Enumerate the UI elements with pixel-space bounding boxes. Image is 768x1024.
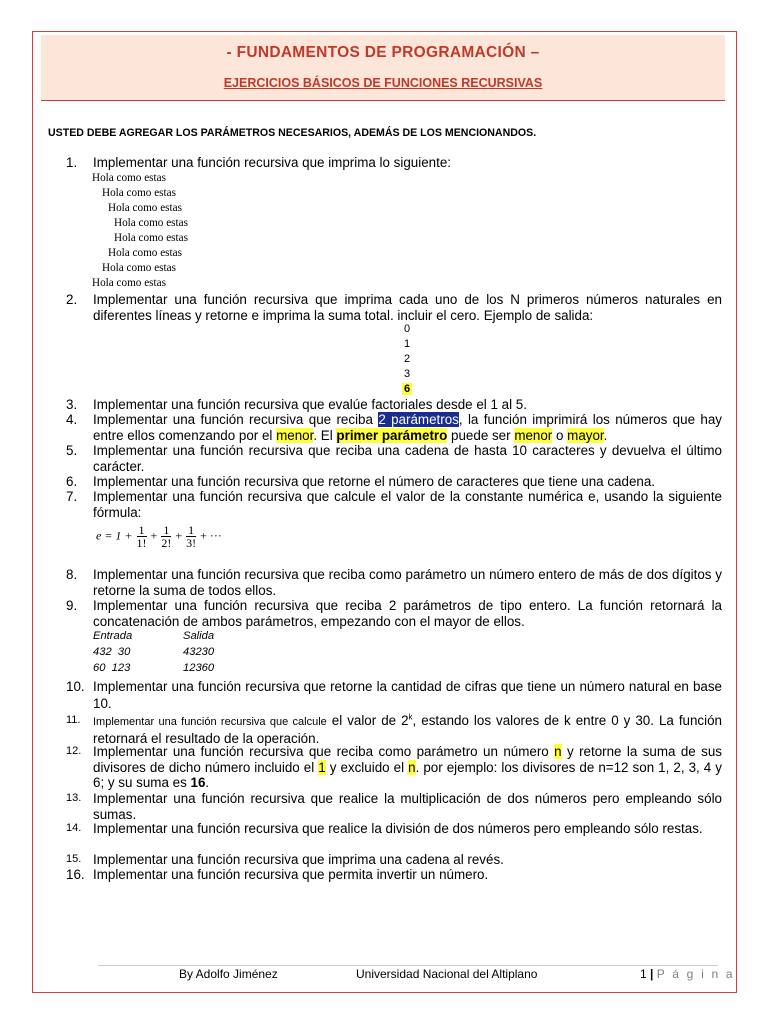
output-line: Hola como estas	[102, 262, 176, 274]
text-run: el valor de 2	[326, 713, 409, 728]
table-header-input: Entrada	[93, 630, 133, 642]
exercise-number: 9.	[66, 598, 78, 613]
exercise-1	[66, 155, 722, 171]
text-run: .	[603, 427, 608, 443]
exercise-number: 4.	[66, 412, 78, 427]
page-title: - FUNDAMENTOS DE PROGRAMACIÓN –	[226, 44, 540, 61]
exercise-14	[66, 821, 722, 837]
exercise-number: 15.	[66, 853, 82, 865]
table-header-output: Salida	[183, 630, 215, 642]
numerator: 1	[163, 523, 170, 537]
exercise-text: Implementar una función recursiva que realice la multiplicación de dos números pero empleando sólo sumas.	[93, 791, 722, 822]
text-run: . por ejemplo: los divisores de n=12 son 1, 2, 3, 4 y 6; y su suma es	[93, 759, 722, 790]
text-run: y retorne la suma de sus divisores de dicho número incluido el	[93, 744, 722, 775]
footer-author: By Adolfo Jiménez	[179, 967, 278, 981]
output-sum-digit: 6	[403, 383, 411, 395]
table-cell: 43230	[183, 646, 215, 658]
output-digit: 3	[403, 368, 411, 380]
page-number: 1	[640, 967, 647, 981]
text-run: y excluido el	[325, 759, 409, 775]
page-subtitle: EJERCICIOS BÁSICOS DE FUNCIONES RECURSIVAS	[223, 76, 543, 90]
exercise-text: Implementar una función recursiva que realice la división de dos números pero empleando sólo restas.	[93, 821, 703, 836]
text-run: Implementar una función recursiva que reciba	[93, 412, 379, 427]
exercise-text: Implementar una función recursiva que imprima lo siguiente:	[93, 155, 452, 170]
exercise-number: 1.	[66, 155, 78, 170]
exercise-16	[66, 867, 722, 883]
highlight-selected: 2 parámetros	[378, 412, 459, 427]
output-digit: 2	[403, 353, 411, 365]
exercise-text	[93, 412, 722, 443]
table-cell: 60 123	[93, 662, 131, 674]
exercise-number: 3.	[66, 397, 78, 412]
exercise-number: 6.	[66, 474, 78, 489]
output-digit: 0	[403, 323, 411, 335]
document-header	[41, 35, 725, 101]
numerator: 1	[138, 523, 145, 537]
exercise-13	[66, 791, 722, 822]
highlight: 1	[318, 759, 326, 775]
output-line: Hola como estas	[114, 232, 188, 244]
text-run: puede ser	[447, 427, 515, 443]
text-run: o	[552, 427, 568, 443]
output-line: Hola como estas	[114, 217, 188, 229]
text-run: , estando los valores de k entre 0 y 30. La función retornará el resultado de la operación.	[93, 713, 722, 746]
exercise-number: 16.	[66, 867, 85, 882]
exercise-number: 11.	[66, 714, 81, 726]
fraction	[137, 524, 147, 549]
output-line: Hola como estas	[102, 187, 176, 199]
output-line: Hola como estas	[108, 247, 182, 259]
exercise-number: 14.	[66, 822, 82, 834]
exercise-number: 2.	[66, 292, 78, 307]
denominator: 1!	[136, 536, 147, 550]
table-cell: 12360	[183, 662, 215, 674]
formula-tail: + ···	[200, 528, 222, 543]
exercise-6	[66, 474, 722, 490]
highlight-bold: primer parámetro	[336, 427, 448, 443]
page-label: P á g i n a	[656, 967, 735, 981]
output-line: Hola como estas	[92, 277, 166, 289]
footer-separator: |	[650, 967, 654, 981]
fraction	[161, 524, 171, 549]
output-line: Hola como estas	[108, 202, 182, 214]
output-digit: 1	[403, 338, 411, 350]
exercise-text: Implementar una función recursiva que reciba como parámetro un número entero de más de dos dígitos y retorne la suma de todos ellos.	[93, 567, 722, 598]
text-run: Implementar una función recursiva que reciba como parámetro un número	[93, 744, 555, 759]
exercise-text: Implementar una función recursiva que reciba 2 parámetros de tipo entero. La función retornará la concatenación de ambos parámetros, empezando con el mayor de ellos.	[93, 598, 722, 629]
exercise-text: Implementar una función recursiva que retorne la cantidad de cifras que tiene un número natural en base 10.	[93, 679, 722, 711]
exercise-5	[66, 443, 722, 474]
exercise-4	[66, 412, 722, 443]
text-run: . El	[313, 427, 337, 443]
denominator: 3!	[186, 536, 197, 550]
superscript: k	[408, 712, 413, 722]
output-line: Hola como estas	[92, 172, 166, 184]
exercise-text	[93, 744, 722, 791]
exercise-number: 13.	[66, 792, 82, 804]
exercise-3	[66, 397, 722, 413]
formula-lhs: e = 1 +	[96, 528, 133, 543]
exercise-9	[66, 598, 722, 629]
text-run: .	[205, 775, 210, 790]
highlight: mayor	[567, 427, 604, 443]
exercise-8	[66, 567, 722, 598]
plus-sign: +	[150, 528, 158, 543]
exercise-text: Implementar una función recursiva que imprima cada uno de los N primeros números naturales en diferentes líneas y retorne e imprima la suma total. incluir el cero. Ejemplo de salida:	[93, 292, 722, 323]
exercise-2	[66, 292, 722, 323]
exercise-12	[66, 744, 722, 791]
exercise-15	[66, 852, 722, 868]
exercise-number: 12.	[66, 745, 82, 757]
exercise-7	[66, 489, 722, 520]
exercise-number: 10.	[66, 679, 85, 694]
text-run: , la función imprimirá los números que hay entre ellos comenzando por el	[93, 412, 722, 443]
exercise-text	[93, 713, 722, 746]
exercise-10	[66, 678, 722, 712]
exercise-text: Implementar una función recursiva que retorne el número de caracteres que tiene una cadena.	[93, 474, 656, 489]
exercise-number: 7.	[66, 489, 78, 504]
exercise-text: Implementar una función recursiva que calcule el valor de la constante numérica e, usando la siguiente fórmula:	[93, 489, 722, 520]
plus-sign: +	[175, 528, 183, 543]
exercise-text: Implementar una función recursiva que reciba una cadena de hasta 10 caracteres y devuelva el último carácter.	[93, 443, 722, 474]
exercise-text: Implementar una función recursiva que imprima una cadena al revés.	[93, 852, 504, 867]
highlight: menor	[276, 427, 314, 443]
instructions-note: USTED DEBE AGREGAR LOS PARÁMETROS NECESARIOS, ADEMÁS DE LOS MENCIONANDOS.	[48, 127, 537, 139]
footer-divider	[98, 965, 718, 966]
exercise-number: 5.	[66, 443, 78, 458]
fraction	[186, 524, 196, 549]
denominator: 2!	[161, 536, 172, 550]
table-cell: 432 30	[93, 646, 131, 658]
footer-university: Universidad Nacional del Altiplano	[356, 967, 538, 981]
footer-page	[640, 967, 735, 981]
highlight: n	[408, 759, 416, 775]
exercise-number: 8.	[66, 567, 78, 582]
e-formula	[96, 524, 222, 549]
numerator: 1	[188, 523, 195, 537]
highlight: menor	[514, 427, 553, 443]
exercise-text: Implementar una función recursiva que evalúe factoriales desde el 1 al 5.	[93, 397, 527, 412]
bold-value: 16	[190, 775, 206, 790]
exercise-text: Implementar una función recursiva que permita invertir un número.	[93, 867, 489, 882]
text-run-small: Implementar una función recursiva que calcule	[93, 716, 327, 728]
exercise-11	[66, 713, 722, 746]
highlight: n	[554, 744, 562, 759]
